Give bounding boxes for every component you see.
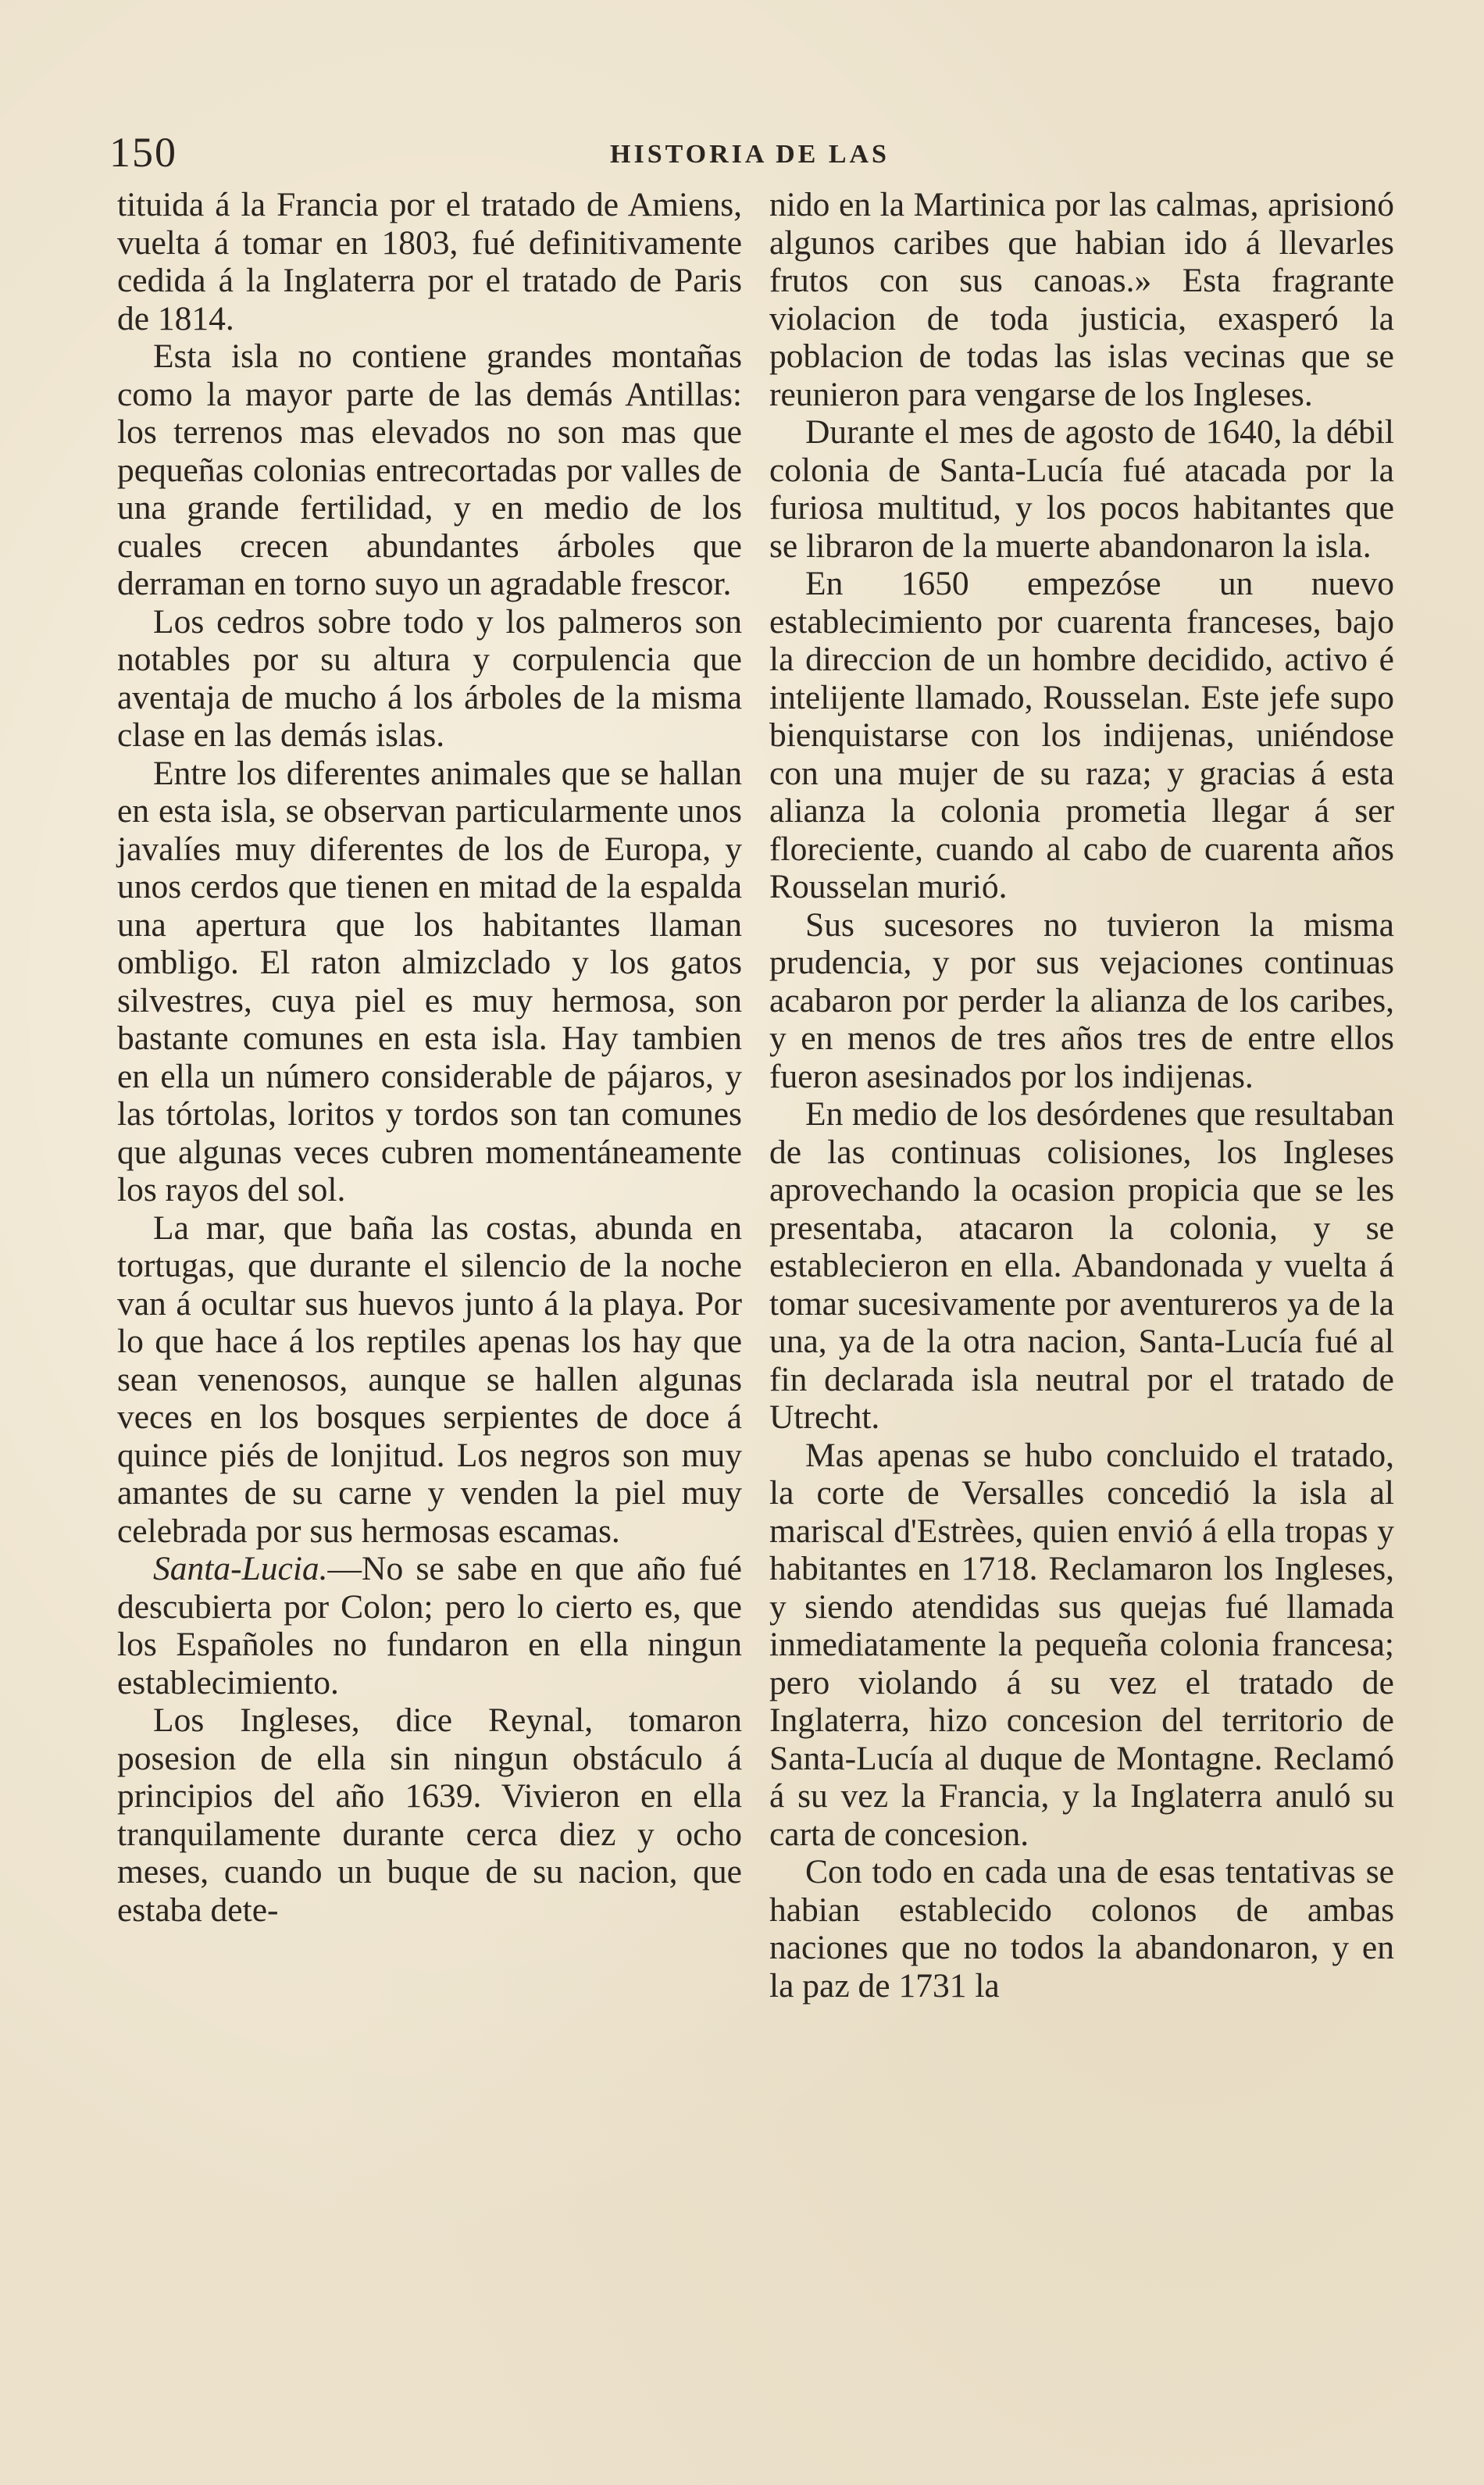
paragraph: En 1650 empezóse un nuevo establecimiento por cuarenta franceses, bajo la direccion de un hombre decidido, activo é intelijente llamado, Rousselan. Este jefe supo bienquistarse con los indijenas, uniéndose con una mujer de su raza; y gracias á esta alianza la colonia prometia llegar á ser floreciente, cuando al cabo de cuarenta años Rousselan murió.: [769, 565, 1394, 905]
paragraph: Con todo en cada una de esas tentativas se habian establecido colonos de ambas naciones que no todos la abandonaron, y en la paz de 1731 la: [769, 1853, 1394, 2005]
paragraph: Mas apenas se hubo concluido el tratado, la corte de Versalles concedió la isla al mariscal d'Estrèes, quien envió á ella tropas y habitantes en 1718. Reclamaron los Ingleses, y siendo atendidas sus quejas fué llamada inmediatamente la pequeña colonia francesa; pero violando á su vez el tratado de Inglaterra, hizo concesion del territorio de Santa-Lucía al duque de Montagne. Reclamó á su vez la Francia, y la Inglaterra anuló su carta de concesion.: [769, 1436, 1394, 1853]
paragraph: Los cedros sobre todo y los palmeros son notables por su altura y corpulencia que aventaja de mucho á los árboles de la misma clase en las demás islas.: [117, 602, 742, 754]
paragraph: tituida á la Francia por el tratado de Amiens, vuelta á tomar en 1803, fué definitivamente cedida á la Inglaterra por el tratado de Paris de 1814.: [117, 186, 742, 337]
left-column: [117, 186, 742, 1929]
running-title: HISTORIA DE LAS: [610, 140, 890, 169]
page-header: [109, 125, 1390, 180]
paragraph: Entre los diferentes animales que se hallan en esta isla, se observan particularmente unos javalíes muy diferentes de los de Europa, y unos cerdos que tienen en mitad de la espalda una apertura que los habitantes llaman ombligo. El raton almizclado y los gatos silvestres, cuya piel es muy hermosa, son bastante comunes en esta isla. Hay tambien en ella un número considerable de pájaros, y las tórtolas, loritos y tordos son tan comunes que algunas veces cubren momentáneamente los rayos del sol.: [117, 754, 742, 1209]
paragraph-text: —No se sabe en que año fué descubierta por Colon; pero lo cierto es, que los Españoles no fundaron en ella ningun establecimiento.: [117, 1550, 742, 1701]
paragraph: La mar, que baña las costas, abunda en tortugas, que durante el silencio de la noche van á ocultar sus huevos junto á la playa. Por lo que hace á los reptiles apenas los hay que sean venenosos, aunque se hallen algunas veces en los bosques serpientes de doce á quince piés de lonjitud. Los negros son muy amantes de su carne y venden la piel muy celebrada por sus hermosas escamas.: [117, 1209, 742, 1550]
paragraph-with-heading: [117, 1550, 742, 1701]
paragraph: Sus sucesores no tuvieron la misma prudencia, y por sus vejaciones continuas acabaron por perder la alianza de los caribes, y en menos de tres años tres de entre ellos fueron asesinados por los indijenas.: [769, 905, 1394, 1095]
paragraph: nido en la Martinica por las calmas, aprisionó algunos caribes que habian ido á llevarles frutos con sus canoas.» Esta fragrante violacion de toda justicia, exasperó la poblacion de todas las islas vecinas que se reunieron para vengarse de los Ingleses.: [769, 186, 1394, 413]
right-column: [769, 186, 1394, 2005]
paragraph: Los Ingleses, dice Reynal, tomaron posesion de ella sin ningun obstáculo á principios del año 1639. Vivieron en ella tranquilamente durante cerca diez y ocho meses, cuando un buque de su nacion, que estaba dete-: [117, 1701, 742, 1929]
paragraph: Esta isla no contiene grandes montañas como la mayor parte de las demás Antillas: los terrenos mas elevados no son mas que pequeñas colonias entrecortadas por valles de una grande fertilidad, y en medio de los cuales crecen abundantes árboles que derraman en torno suyo un agradable frescor.: [117, 337, 742, 602]
page-number: 150: [109, 129, 177, 176]
paragraph: Durante el mes de agosto de 1640, la débil colonia de Santa-Lucía fué atacada por la furiosa multitud, y los pocos habitantes que se libraron de la muerte abandonaron la isla.: [769, 413, 1394, 565]
section-lead: Santa-Lucia.: [153, 1550, 328, 1587]
paragraph: En medio de los desórdenes que resultaban de las continuas colisiones, los Ingleses aprovechando la ocasion propicia que se les presentaba, atacaron la colonia, y se establecieron en ella. Abandonada y vuelta á tomar sucesivamente por aventureros ya de la una, ya de la otra nacion, Santa-Lucía fué al fin declarada isla neutral por el tratado de Utrecht.: [769, 1095, 1394, 1436]
